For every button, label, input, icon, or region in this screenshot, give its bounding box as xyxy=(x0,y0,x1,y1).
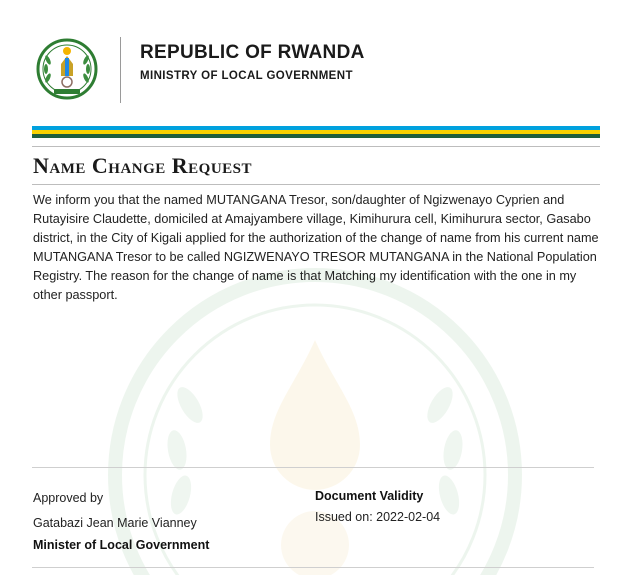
republic-title: REPUBLIC OF RWANDA xyxy=(140,42,365,63)
top-rule xyxy=(32,146,600,147)
rwanda-coat-of-arms-icon xyxy=(36,38,98,102)
ministry-subtitle: MINISTRY OF LOCAL GOVERNMENT xyxy=(140,70,353,82)
approver-title: Minister of Local Government xyxy=(33,538,210,552)
document-title: Name Change Request xyxy=(33,153,253,178)
approver-name: Gatabazi Jean Marie Vianney xyxy=(33,516,197,530)
document-validity-label: Document Validity xyxy=(315,489,424,503)
issued-date: Issued on: 2022-02-04 xyxy=(315,510,441,524)
flag-stripe-green xyxy=(32,134,600,138)
document-body: We inform you that the named MUTANGANA Tresor, son/daughter of Ngizwenayo Cyprien and Rutayisire Claudette, domiciled at Amajyambere village, Kimihurura cell, Kimihurura sector, Gasabo district, in the City of Kigali applied for the authorization of the change of name from his current name MUTANGANA Tresor to be called NGIZWENAYO TRESOR MUTANGANA in the National Population Registry. The reason for the change of name is that Matching my identification with the one in my other passport. xyxy=(33,193,599,302)
approved-by-label: Approved by xyxy=(33,491,104,505)
header-divider xyxy=(120,37,121,103)
flag-stripes xyxy=(32,126,600,138)
footer-rule xyxy=(32,567,594,568)
signature-rule xyxy=(32,467,594,468)
title-rule xyxy=(32,184,600,185)
